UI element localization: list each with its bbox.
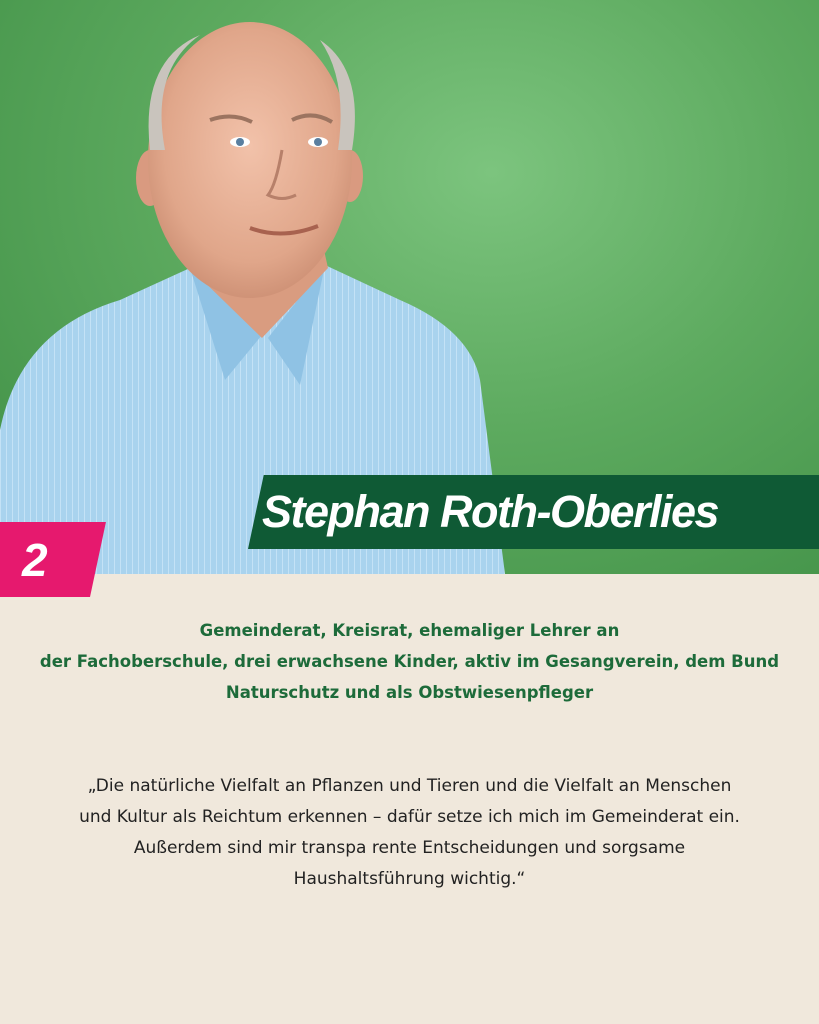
rank-number: 2 <box>22 534 48 586</box>
bio-line: der Fachoberschule, drei erwachsene Kinder, aktiv im Gesangverein, dem Bund <box>39 652 780 671</box>
bio-line: Naturschutz und als Obstwiesenpfleger <box>225 683 594 702</box>
candidate-quote <box>20 771 799 895</box>
candidate-name: Stephan Roth-Oberlies <box>262 486 719 537</box>
quote-line: Außerdem sind mir transpa rente Entscheidungen und sorgsame <box>133 838 686 858</box>
candidate-bio <box>30 615 789 708</box>
quote-line: und Kultur als Reichtum erkennen – dafür setze ich mich im Gemeinderat ein. <box>79 807 740 827</box>
bio-line: Gemeinderat, Kreisrat, ehemaliger Lehrer an <box>199 621 620 640</box>
quote-line: „Die natürliche Vielfalt an Pflanzen und Tieren und die Vielfalt an Menschen <box>87 776 732 796</box>
quote-line: Haushaltsführung wichtig.“ <box>293 869 526 889</box>
